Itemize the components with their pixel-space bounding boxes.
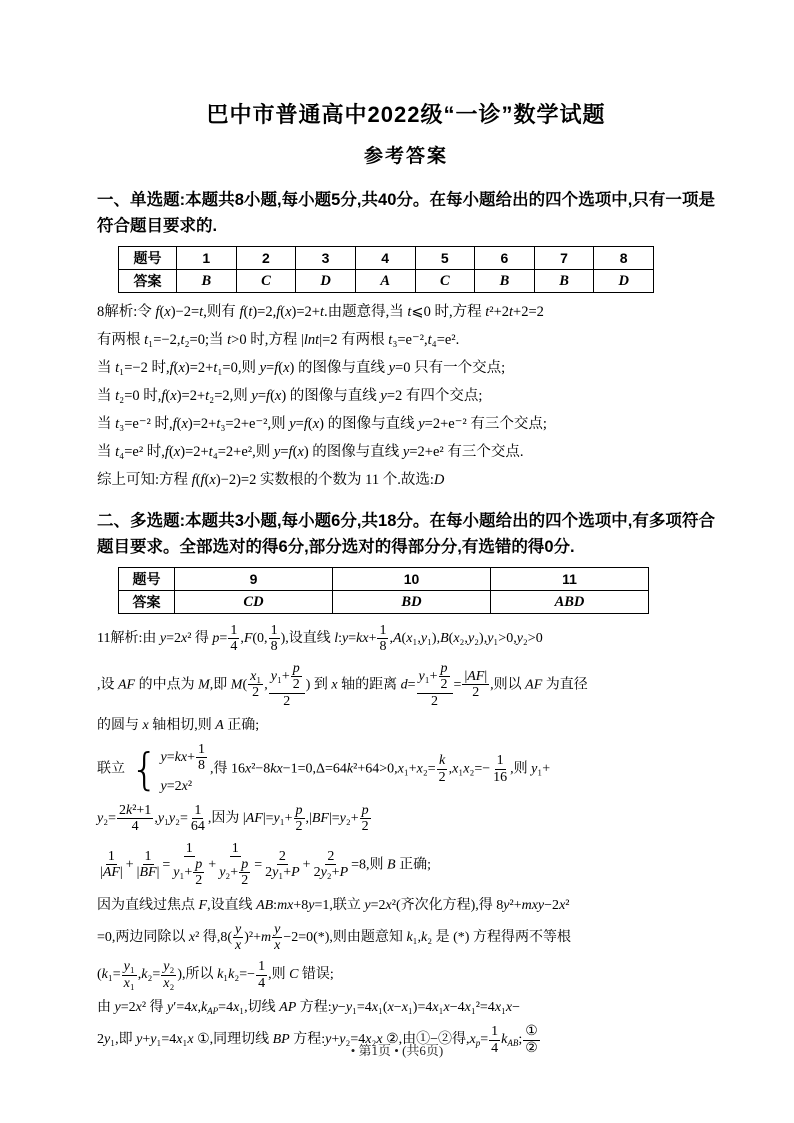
answer-cell: A: [355, 270, 415, 293]
solution-line: 2y₁,即 y+y₁=4x₁x ①,同理切线 BP 方程:y+y₂=4x₂x ②,由①−②得$,x_p=$ $\frac{1}{4}$ $k_{AB}$; $\frac{\text{①}}{\text{②}}$: [97, 1024, 538, 1056]
question-number-cell: 6: [475, 247, 535, 270]
question-number-row: [119, 247, 654, 270]
page-content: [97, 100, 715, 1062]
solution-line: y₂= $\frac{\text{2k²+1}}{4}$ ,y₁y₂= $\frac{1}{64}$ ,因为 |AF|=y₁+ $\frac{p}{2}$ ,|BF|=y₂+ $\frac{p}{2}$: [97, 802, 369, 835]
solution-line: 综上可知:方程 f(f(x)−2)=2 实数根的个数为 11 个.故选:D: [97, 472, 445, 488]
question-number-cell: 9: [175, 568, 333, 591]
solution-line: 8解析:令 f(x)−2=t,则有 f(t)=2,f(x)=2+t.由题意得,当 t⩽0 时,方程 t²+2t+2=2: [97, 304, 544, 320]
question-number-header: 题号: [119, 568, 175, 591]
solution-line: 当 t₂=0 时,f(x)=2+t₂=2,则 y=f(x) 的图像与直线 y=2 有四个交点;: [97, 388, 483, 404]
answer-table-single-choice: [118, 246, 654, 293]
document-title: 巴中市普通高中2022级“一诊”数学试题: [206, 102, 606, 127]
solution-line: 的圆与 x 轴相切,则 A 正确;: [97, 717, 260, 733]
question-number-cell: 5: [415, 247, 475, 270]
section-single-choice-heading: 一、单选题:本题共8小题,每小题5分,共40分。在每小题给出的四个选项中,只有一项是符合题目要求的.: [97, 191, 715, 235]
question-number-cell: 1: [177, 247, 237, 270]
document-subtitle: 参考答案: [363, 146, 448, 167]
answer-cell: B: [534, 270, 594, 293]
solution-line: (k₁= $\frac{\text{y₁}}{\text{x₁}}$ ,k₂= $\frac{\text{y₂}}{\text{x₂}}$ ),所以 k₁k₂=− $\frac{1}{4}$ ,则 C 错误;: [97, 959, 334, 991]
question-number-header: 题号: [119, 247, 177, 270]
answer-table-multi-choice: [118, 567, 649, 614]
question-number-cell: 2: [236, 247, 296, 270]
answer-cell: ABD: [491, 591, 649, 614]
answer-cell: B: [177, 270, 237, 293]
answer-header: 答案: [119, 270, 177, 293]
answer-cell: D: [594, 270, 654, 293]
question-number-cell: 3: [296, 247, 356, 270]
solution-question-8: [97, 302, 715, 491]
question-number-cell: 11: [491, 568, 649, 591]
solution-line: =0,两边同除以 x² 得,8( $\frac{y}{x}$ )²+m $\frac{y}{x}$ −2=0(*),则由题意知 k₁,k₂ 是 (*) 方程得两不等根: [97, 921, 571, 954]
solution-line: $\frac{1}{|AF|}$ + $\frac{1}{|BF|}$ = 1 y₁+ $\frac{p}{2}$ + 1 y₂+ $\frac{p}{2}$ = $\frac{2}{\text{2y₁+P}}$ + $\frac{2}{\text{2y₂+P}}$ =8,则 B 正确;: [100, 840, 431, 889]
solution-line: 当 t₁=−2 时,f(x)=2+t₁=0,则 y=f(x) 的图像与直线 y=0 只有一个交点;: [97, 360, 506, 376]
answer-header: 答案: [119, 591, 175, 614]
answer-cell: CD: [175, 591, 333, 614]
solution-line: 由 y=2x² 得 $y'=4x,k_{AP}=4x_1$,切线 AP 方程:y−y₁=4x₁(x−x₁)=4x₁x−4x₁²=4x₁x−: [97, 1000, 521, 1017]
question-number-row: [119, 568, 649, 591]
answer-cell: D: [296, 270, 356, 293]
solution-line: 当 t₃=e⁻² 时,f(x)=2+t₃=2+e⁻²,则 y=f(x) 的图像与直线 y=2+e⁻² 有三个交点;: [97, 416, 547, 432]
question-number-cell: 8: [594, 247, 654, 270]
section-multi-choice-heading: 二、多选题:本题共3小题,每小题6分,共18分。在每小题给出的四个选项中,有多项符合题目要求。全部选对的得6分,部分选对的得部分分,有选错的得0分.: [97, 512, 715, 556]
answer-cell: C: [236, 270, 296, 293]
page-footer: • 第1页 • (共6页): [350, 1043, 444, 1058]
question-number-cell: 4: [355, 247, 415, 270]
solution-line: 联立 { y=kx+ $\frac{1}{8}$ y=2x² ,得 16x²−8kx−1=0,Δ=64k²+64>0,x₁+x₂= $\frac{k}{2}$ ,x₁x₂=− $\frac{1}{16}$ ,则 y₁+: [97, 741, 551, 795]
question-number-cell: 7: [534, 247, 594, 270]
answer-row: [119, 591, 649, 614]
system-brace: {: [130, 743, 159, 795]
answer-cell: B: [475, 270, 535, 293]
question-number-cell: 10: [333, 568, 491, 591]
answer-row: [119, 270, 654, 293]
answer-cell: BD: [333, 591, 491, 614]
solution-question-11: [97, 623, 715, 1056]
solution-line: 当 t₄=e² 时,f(x)=2+t₄=2+e²,则 y=f(x) 的图像与直线 y=2+e² 有三个交点.: [97, 444, 524, 460]
solution-line: ,设 AF 的中点为 M,即 M( $\frac{\text{x₁}}{2}$ , y₁+ $\frac{p}{2}$ 2 ) 到 x 轴的距离 d= y₁+ $\frac{p}{2}$ 2 = $\frac{|AF|}{2}$ ,则以 AF 为直径: [97, 660, 588, 709]
solution-line: 因为直线过焦点 F,设直线 AB:mx+8y=1,联立 y=2x²(齐次化方程),得 8y²+mxy−2x²: [97, 897, 570, 913]
solution-line: 有两根 t₁=−2,t₂=0;当 t>0 时,方程 |lnt|=2 有两根 t₃=e⁻²,t₄=e².: [97, 332, 460, 348]
answer-cell: C: [415, 270, 475, 293]
solution-line: 11解析:由 y=2x² 得 p= $\frac{1}{4}$ ,F(0, $\frac{1}{8}$ ),设直线 l:y=kx+ $\frac{1}{8}$ ,A(x₁,y₁),B(x₂,y₂),y₁>0,y₂>0: [97, 623, 543, 655]
